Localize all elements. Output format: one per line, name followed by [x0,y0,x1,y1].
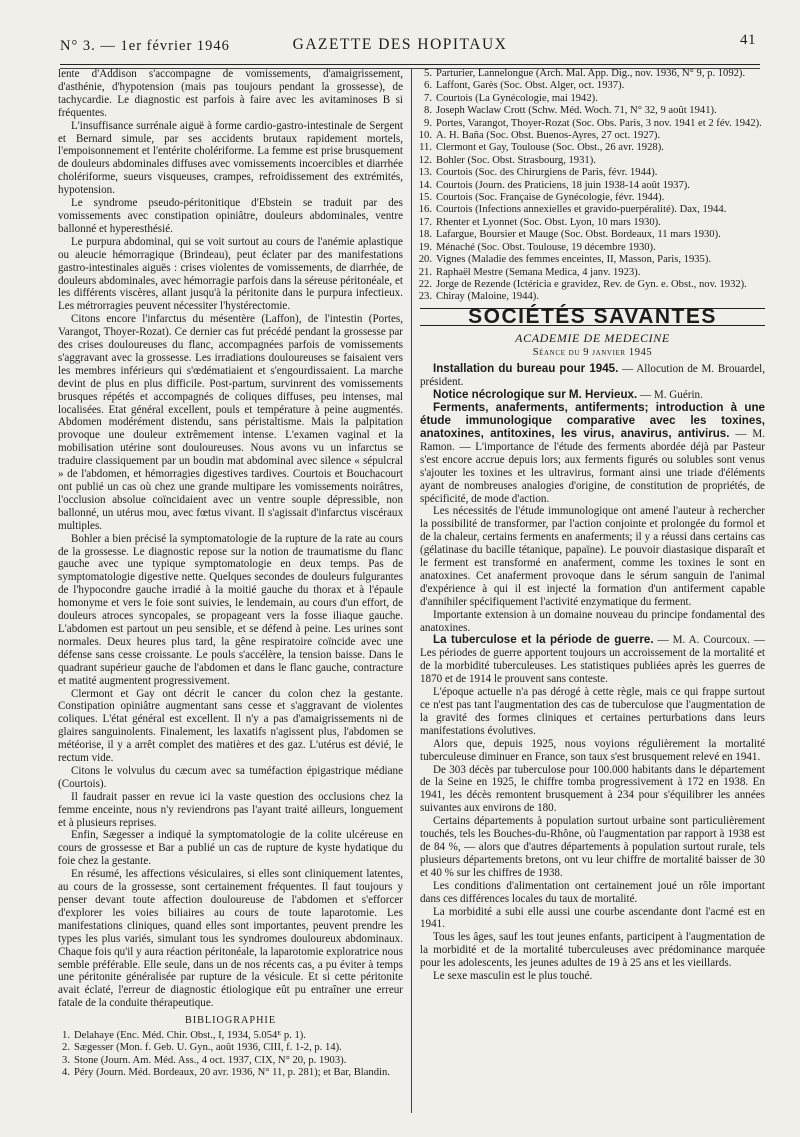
paragraph: lente d'Addison s'accompagne de vomissements, d'amaigrissement, d'asthénie, d'hypotension (mais pas toujours pendant la grossesse), de tachycardie. Le diagnostic est parfois à faire avec les avitaminoses B si fréquentes. [58,68,403,119]
paragraph: De 303 décès par tuberculose pour 100.000 habitants dans le département de la Seine en 1925, le chiffre tomba progressivement à 172 en 1938. En 1941, les décès remontent brusquement à 234 pour s'équilibrer les années suivantes aux environs de 180. [420,763,765,815]
reference-item: 20. Vignes (Maladie des femmes enceintes, II, Masson, Paris, 1935). [418,254,712,266]
reference-item: 19. Ménaché (Soc. Obst. Toulouse, 19 décembre 1930). [418,241,656,253]
reference-item: 22. Jorge de Rezende (Ictéricia e gravidez, Rev. de Gyn. e. Obst., nov. 1932). [418,278,747,290]
section-title: SOCIÉTÉS SAVANTES [420,308,765,326]
minutes-item: La tuberculose et la période de guerre. — M. A. Courcoux. — Les périodes de guerre apportent toujours un accroissement de la mortalité et de la morbidité tuberculeuses. Les statistiques publiées après les guerres de 1870 et de 1914 le prouvent sans conteste. [420,633,766,686]
reference-item: 14. Courtois (Journ. des Praticiens, 18 juin 1938-14 août 1937). [418,179,690,191]
left-column [58,68,403,1080]
reference-item: 2. Sægesser (Mon. f. Geb. U. Gyn., août 1936, CIII, f. 1-2, p. 14). [62,1042,342,1054]
reference-item: 17. Rhenter et Lyonnet (Soc. Obst. Lyon, 10 mars 1930). [418,216,661,228]
reference-item: 6. Laffont, Garès (Soc. Obst. Alger, oct. 1937). [424,80,625,92]
paragraph: Tous les âges, sauf les tout jeunes enfants, participent à l'augmentation de la morbidité et de la mortalité tuberculeuses avec prédominance marquée pour les adolescents, les jeunes adultes de 19 à 25 ans et les vieillards. [420,931,765,970]
reference-item: 11. Clermont et Gay, Toulouse (Soc. Obst., 26 avr. 1928). [419,142,664,154]
paragraph: En résumé, les affections vésiculaires, si elles sont cliniquement latentes, au cours de la grossesse, sont certainement fréquentes. Il faut toujours y penser devant toute affection douloureuse de l'abdomen et s'efforcer d'explorer les voies biliaires au cours de toute laparotomie. Les manifestations cliniques, quand elles sont importantes, peuvent prendre les types les plus variés, simulant tous les syndromes douloureux abdominaux. Chaque fois qu'il y aura réaction péritonéale, la laparotomie exploratrice nous semble préférable. Elle seule, dans un de nos récents cas, a pu éviter à temps une péritonite généralisée par rupture de la vésicule. Et si cette péritonite avait éclaté, l'erreur de diagnostic étiologique eût pu entraîner une erreur fatale de la conduite thérapeutique. [58,868,403,1010]
society-name: ACADEMIE DE MEDECINE [515,330,670,345]
bibliography-list-right [420,68,765,304]
header-rule [60,64,760,65]
paragraph: Les conditions d'alimentation ont certainement joué un rôle important dans ces différences locales du taux de mortalité. [420,879,765,905]
paragraph: Il faudrait passer en revue ici la vaste question des occlusions chez la femme enceinte, nous n'y reviendrons pas l'ayant traité ailleurs, longuement et à plusieurs reprises. [58,790,403,829]
reference-item: 7. Courtois (La Gynécologie, mai 1942). [424,92,598,104]
paragraph: Citons encore l'infarctus du mésentère (Laffon), de l'intestin (Portes, Varangot, Thoyer-Rozat). Ce dernier cas fut précédé pendant la grossesse par des crises douloureuses du flanc, accompagnées parfois de vomissements s'aggravant avec la grossesse. Les irradiations douloureuses se faisaient vers les membres inférieurs qui s'œdématiaient et s'engourdissaient. La marche devint de plus en plus difficile. Post-partum, survinrent des vomissements brusques répétés et accompagnés de coliques diffuses, peu intenses, mal localisées. Etat général excellent, pouls et température à peine augmentés. Abdomen modérément distendu, sans péristaltisme. Mais la palpitation provoque une douleur extrêmement intense. L'examen vaginal et la mobilisation utérine sont douloureuses. Nous avons vu un infarctus se traduire classiquement par un boudin mat abdominal avec silence « sépulcral » de l'abdomen, et hémorragies digestives tardives. Courtois et Bouchacourt ont publié un cas où chez une grande multipare les vomissements noirâtres, l'occlusion absolue coïncidaient avec un ventre souple dépressible, non ballonné, un utérus mou, avec fœtus vivant. Il s'agissait d'infarctus viscéraux multiples. [58,313,403,532]
issue-date: N° 3. — 1er février 1946 [60,38,230,54]
reference-item: 5. Parturier, Lannelongue (Arch. Mal. App. Dig., nov. 1936, N° 9, p. 1092). [424,68,746,79]
paragraph: Le purpura abdominal, qui se voit surtout au cours de l'anémie aplastique ou aleucie hémorragique (Brindeau), peut éclater par des manifestations gastro-intestinales aiguës : crises violentes de vomissements, de diarrhée, de douleurs abdominales, avec hémorragie parfois dans la séreuse péritonéale, et les différents viscères, allant jusqu'à la péritonite dans le purpura infectieux. Les métrorragies peuvent nécessiter l'hystérectomie. [58,235,403,313]
minutes-body [420,363,765,983]
page-number: 41 [740,32,756,48]
minutes-item: Notice nécrologique sur M. Hervieux. — M. Guérin. [433,388,703,402]
reference-item: 15. Courtois (Soc. Française de Gynécologie, févr. 1944). [418,192,665,204]
page-header [40,26,760,56]
reference-item: 23. Chiray (Maloine, 1944). [418,291,539,303]
paragraph: Clermont et Gay ont décrit le cancer du colon chez la gestante. Constipation opiniâtre augmentant sans cesse et s'aggravant de violentes coliques. L'état général est excellent. Il n'y a pas d'amaigrissements ni de glaires sanguinolents. Finalement, les laxatifs n'agissent plus, l'abdomen se météorise, il y a arrêt complet des matières et des gaz. L'utérus est dévié, le rectum vide. [58,687,403,765]
reference-item: 10. A. H. Baña (Soc. Obst. Buenos-Ayres, 27 oct. 1927). [418,130,661,142]
reference-item: 3. Stone (Journ. Am. Méd. Ass., 4 oct. 1937, CIX, N° 20, p. 1903). [62,1054,347,1066]
paragraph: Importante extension à un domaine nouveau du principe fondamental des anatoxines. [420,608,765,634]
paragraph: Le sexe masculin est le plus touché. [433,970,593,983]
minutes-item: Ferments, anaferments, antiferments; introduction à une étude immunologique comparative avec les toxines, anatoxines, antitoxines, les virus, anavirus, antivirus. — M. Ramon. — L'importance de l'étude des ferments abordée déjà par Pasteur s'est encore accrue depuis lors; aux ferments figurés ou solubles sont venus s'ajouter les toxines et les ultravirus, formant ainsi une triade d'éléments ayant de nombreuses analogies d'origine, de constitution de propriétés, de spécificité, de mode d'action. [420,401,766,505]
reference-item: 18. Lafargue, Boursier et Mauge (Soc. Obst. Bordeaux, 11 mars 1930). [418,229,721,241]
minutes-item: Installation du bureau pour 1945. — Allocution de M. Brouardel, président. [420,362,766,389]
reference-item: 4. Péry (Journ. Méd. Bordeaux, 20 avr. 1936, N° 11, p. 281); et Bar, Blandin. [62,1067,390,1079]
paragraph: Le syndrome pseudo-péritonitique d'Ebstein se traduit par des vomissements avec constipation opiniâtre, douleurs abdominales, ventre ballonné et hyperesthésié. [58,197,403,235]
reference-item: 9. Portes, Varangot, Thoyer-Rozat (Soc. Obs. Paris, 3 nov. 1941 et 2 fév. 1942). [424,117,762,129]
right-column [420,68,765,983]
reference-item: 8. Joseph Waclaw Crott (Schw. Méd. Woch. 71, N° 32, 9 août 1941). [424,105,717,117]
paragraph: L'époque actuelle n'a pas dérogé à cette règle, mais ce qui frappe surtout ce n'est pas tant l'augmentation des cas de tuberculose que l'augmentation de la gravité des formes cliniques et certaines perturbations dans leurs manifestations évolutives. [420,686,765,737]
bibliography-list-left [58,1030,403,1080]
paragraph: Citons le volvulus du cæcum avec sa tuméfaction épigastrique médiane (Courtois). [58,764,403,790]
paragraph: Bohler a bien précisé la symptomatologie de la rupture de la rate au cours de la grossesse. Le diagnostic repose sur la notion de traumatisme du flanc gauche avec une typique symptomatologie en deux temps. Pas de symptomatologie digestive nette. Quelques secondes de douleurs fulgurantes de l'hypocondre gauche irradié à la moitié gauche du thorax et à l'épaule homonyme et vers le foie sont suivies, le lendemain, au cours d'un effort, de douleurs atroces syncopales, se propageant vers la fosse iliaque gauche. L'abdomen est partout un peu sensible, et se défend à peine. Les urines sont normales. Deux heures plus tard, la gêne respiratoire coïncide avec une défense sans cesse croissante. Le pouls s'accélère, la tension baisse. Dans le quadrant supérieur gauche de l'abdomen et dans le flanc gauche, contracture et matité augmentent progressivement. [58,532,403,687]
reference-item: 12. Bohler (Soc. Obst. Strasbourg, 1931). [418,154,596,166]
bibliography-heading: BIBLIOGRAPHIE [184,1015,277,1027]
column-divider [411,68,412,1113]
reference-item: 13. Courtois (Soc. des Chirurgiens de Paris, févr. 1944). [418,167,658,179]
paragraph: La morbidité a subi elle aussi une courbe ascendante dont l'acmé est en 1941. [420,905,765,931]
paragraph: Les nécessités de l'étude immunologique ont amené l'auteur à rechercher la possibilité de transformer, par l'action conjointe et prolongée du formol et de la chaleur, certains ferments en anaferments; il y a réussi dans certains cas (gélatinase du bacille tétanique, papaïne). Le pouvoir diastasique disparaît et le ferment est transformé en anaferment, comme les toxines le sont en anatoxines. Cet anaferment provoque dans le sérum sanguin de l'animal d'expérience à qui il est injecté la formation d'un antiferment capable d'annihiler spécifiquement l'activité enzymatique du ferment. [420,505,765,608]
session-date: Séance du 9 janvier 1945 [532,346,653,358]
paragraph: Alors que, depuis 1925, nous voyions régulièrement la mortalité tuberculeuse diminuer en France, son taux s'est brusquement relevé en 1941. [420,737,765,763]
reference-item: 1. Delahaye (Enc. Méd. Chir. Obst., I, 1934, 5.054ᴱ p. 1). [62,1030,306,1042]
reference-item: 16. Courtois (Infections annexielles et gravido-puerpéralité). Dax, 1944. [418,204,727,216]
paragraph: Enfin, Sægesser a indiqué la symptomatologie de la colite ulcéreuse en cours de grossesse et Bar a publié un cas de rupture de kyste hydatique du foie chez la gestante. [58,829,403,868]
reference-item: 21. Raphaël Mestre (Semana Medica, 4 janv. 1923). [418,266,641,278]
journal-title: GAZETTE DES HOPITAUX [292,36,508,53]
paragraph: Certains départements à population surtout urbaine sont particulièrement touchés, tels les Bouches-du-Rhône, où l'augmentation par rapport à 1938 est de 84 %, — alors que d'autres départements à population surtout rurale, tels plusieurs départements bretons, ont vu leur chiffre de mortalité baisser de 30 et 40 % sur les chiffres de 1938. [420,815,765,879]
paragraph: L'insuffisance surrénale aiguë à forme cardio-gastro-intestinale de Sergent et Bernard simule, par ses accidents brutaux rapidement mortels, l'empoisonnement et l'entérite cholériforme. La femme est prise brusquement de douleurs abdominales diffuses avec vomissements incoercibles et diarrhée cholériforme, sueurs visqueuses, crampes, refroidissement des extrémités, hypotension. [58,119,403,197]
